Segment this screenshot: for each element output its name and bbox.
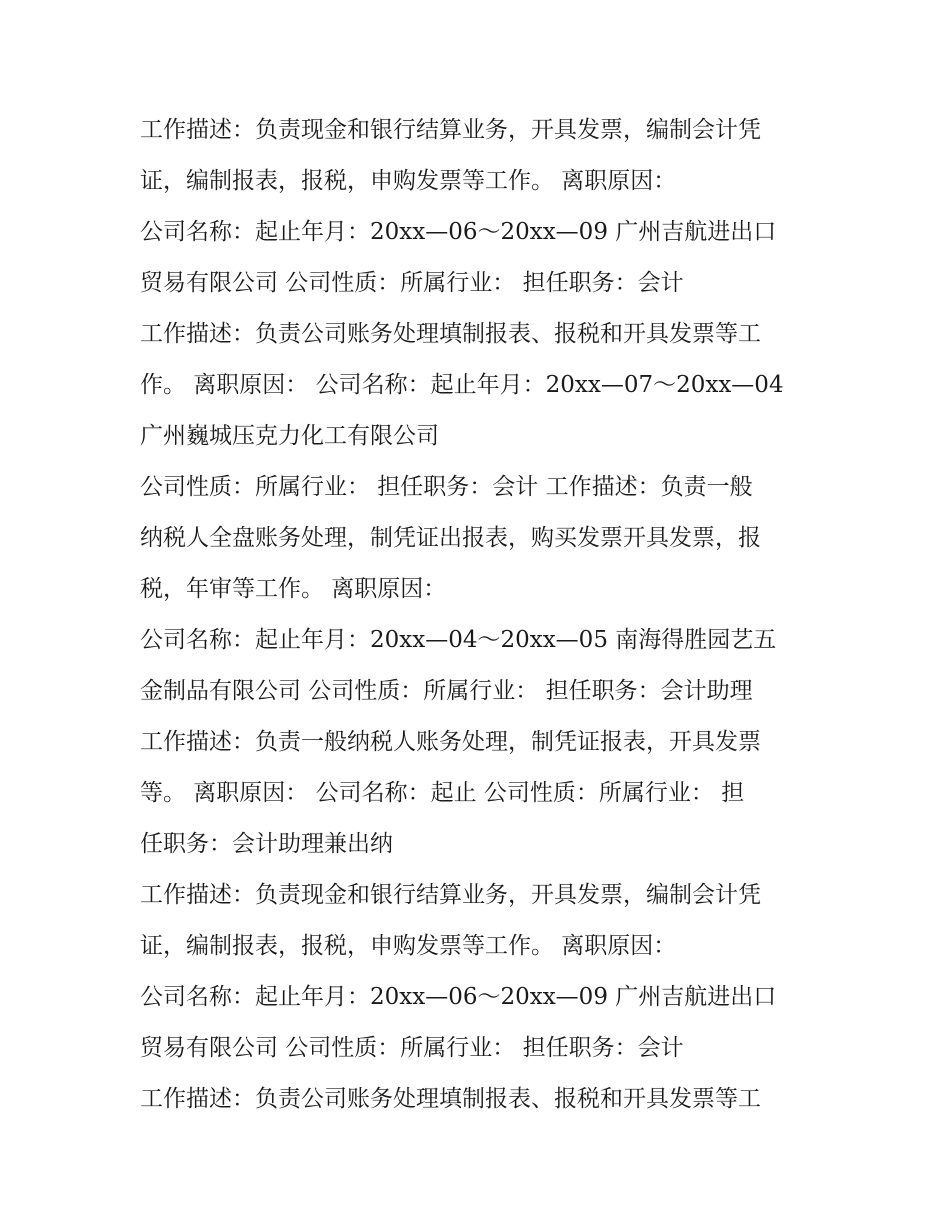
text-line-13: 工作描述：负责一般纳税人账务处理，制凭证报表，开具发票	[140, 729, 761, 755]
document-body	[140, 105, 820, 1125]
text-line-6: 作。 离职原因： 公司名称：起止年月：20xx—07～20xx—04	[140, 372, 784, 398]
text-line-20: 工作描述：负责公司账务处理填制报表、报税和开具发票等工	[140, 1086, 761, 1112]
text-line-16: 工作描述：负责现金和银行结算业务，开具发票，编制会计凭	[140, 882, 761, 908]
text-line-10: 税，年审等工作。 离职原因：	[140, 576, 447, 602]
text-line-14: 等。 离职原因： 公司名称：起止 公司性质：所属行业： 担	[140, 780, 745, 806]
text-line-17: 证，编制报表，报税，申购发票等工作。 离职原因：	[140, 933, 677, 959]
text-line-9: 纳税人全盘账务处理，制凭证出报表，购买发票开具发票，报	[140, 525, 761, 551]
text-line-11: 公司名称：起止年月：20xx—04～20xx—05 南海得胜园艺五	[140, 627, 777, 653]
text-line-15: 任职务：会计助理兼出纳	[140, 831, 393, 857]
text-line-12: 金制品有限公司 公司性质：所属行业： 担任职务：会计助理	[140, 678, 753, 704]
text-line-18: 公司名称：起止年月：20xx—06～20xx—09 广州吉航进出口	[140, 984, 777, 1010]
text-line-3: 公司名称：起止年月：20xx—06～20xx—09 广州吉航进出口	[140, 219, 777, 245]
text-line-1: 工作描述：负责现金和银行结算业务，开具发票，编制会计凭	[140, 117, 761, 143]
text-line-19: 贸易有限公司 公司性质：所属行业： 担任职务：会计	[140, 1035, 684, 1061]
text-line-2: 证，编制报表，报税，申购发票等工作。 离职原因：	[140, 168, 677, 194]
text-line-7: 广州巍城压克力化工有限公司	[140, 423, 439, 449]
text-line-8: 公司性质：所属行业： 担任职务：会计 工作描述：负责一般	[140, 474, 753, 500]
text-line-5: 工作描述：负责公司账务处理填制报表、报税和开具发票等工	[140, 321, 761, 347]
text-line-4: 贸易有限公司 公司性质：所属行业： 担任职务：会计	[140, 270, 684, 296]
